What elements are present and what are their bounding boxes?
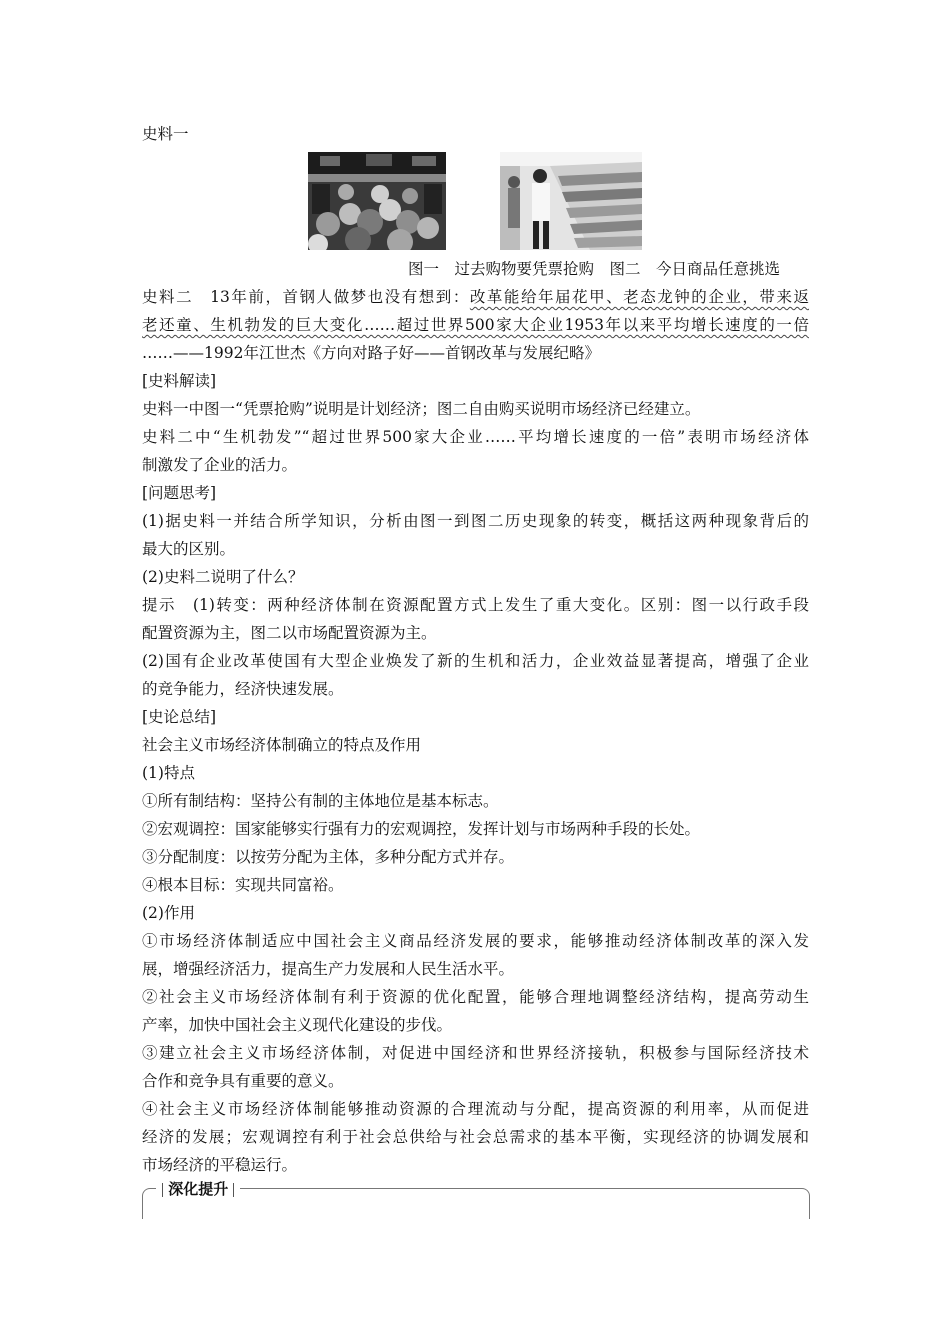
role-2-line-2: 产率，加快中国社会主义现代化建设的步伐。	[142, 1016, 453, 1034]
interpretation-heading: [史料解读]	[142, 372, 217, 390]
label-right-bar	[233, 1183, 234, 1197]
figure-caption: 图一 过去购物要凭票抢购 图二 今日商品任意挑选	[408, 260, 781, 278]
interpretation-2-line-1: 史料二中“生机勃发”“超过世界500家大企业……平均增长速度的一倍”表明市场经济体	[142, 428, 809, 446]
role-4-line-2: 经济的发展；宏观调控有利于社会总供给与社会总需求的基本平衡，实现经济的协调发展和	[142, 1128, 809, 1146]
source2-line-1: 史料二 13年前，首钢人做梦也没有想到：改革能给年届花甲、老态龙钟的企业，带来返	[142, 288, 809, 306]
summary-heading: [史论总结]	[142, 708, 217, 726]
role-4-line-3: 市场经济的平稳运行。	[142, 1156, 298, 1174]
feature-3: ③分配制度：以按劳分配为主体，多种分配方式并存。	[142, 848, 515, 866]
deepen-section-title: 深化提升	[168, 1180, 229, 1198]
features-heading: (1)特点	[142, 764, 195, 782]
interpretation-1: 史料一中图一“凭票抢购”说明是计划经济；图二自由购买说明市场经济已经建立。	[142, 400, 701, 418]
role-2-line-1: ②社会主义市场经济体制有利于资源的优化配置，能够合理地调整经济结构，提高劳动生	[142, 988, 809, 1006]
question-2: (2)史料二说明了什么？	[142, 568, 304, 586]
deepen-section-label	[156, 1180, 240, 1198]
hint-1-line-2: 配置资源为主，图二以市场配置资源为主。	[142, 624, 437, 642]
feature-1: ①所有制结构：坚持公有制的主体地位是基本标志。	[142, 792, 499, 810]
role-1-line-1: ①市场经济体制适应中国社会主义商品经济发展的要求，能够推动经济体制改革的深入发	[142, 932, 809, 950]
source2-line-2: 老还童、生机勃发的巨大变化……超过世界500家大企业1953年以来平均增长速度的一倍	[142, 316, 809, 334]
role-3-line-2: 合作和竞争具有重要的意义。	[142, 1072, 344, 1090]
feature-2: ②宏观调控：国家能够实行强有力的宏观调控，发挥计划与市场两种手段的长处。	[142, 820, 701, 838]
question-1-line-2: 最大的区别。	[142, 540, 236, 558]
role-3-line-1: ③建立社会主义市场经济体制，对促进中国经济和世界经济接轨，积极参与国际经济技术	[142, 1044, 809, 1062]
hint-2-line-1: (2)国有企业改革使国有大型企业焕发了新的生机和活力，企业效益显著提高，增强了企业	[142, 652, 809, 670]
hint-2-line-2: 的竞争能力，经济快速发展。	[142, 680, 344, 698]
question-1-line-1: (1)据史料一并结合所学知识，分析由图一到图二历史现象的转变，概括这两种现象背后的	[142, 512, 809, 530]
role-4-line-1: ④社会主义市场经济体制能够推动资源的合理流动与分配，提高资源的利用率，从而促进	[142, 1100, 809, 1118]
deepen-section-frame	[142, 1188, 810, 1219]
photo-supermarket-shopping	[500, 152, 642, 250]
summary-title: 社会主义市场经济体制确立的特点及作用	[142, 736, 422, 754]
question-heading: [问题思考]	[142, 484, 217, 502]
hint-1-line-1: 提示 (1)转变：两种经济体制在资源配置方式上发生了重大变化。区别：图一以行政手段	[142, 596, 809, 614]
photo-crowd-ration-buying	[308, 152, 446, 250]
source2-line-3: ……——1992年江世杰《方向对路子好——首钢改革与发展纪略》	[142, 344, 600, 362]
roles-heading: (2)作用	[142, 904, 195, 922]
label-left-bar	[162, 1183, 163, 1197]
interpretation-2-line-2: 制激发了企业的活力。	[142, 456, 298, 474]
role-1-line-2: 展，增强经济活力，提高生产力发展和人民生活水平。	[142, 960, 515, 978]
feature-4: ④根本目标：实现共同富裕。	[142, 876, 344, 894]
material-one-heading: 史料一	[142, 125, 189, 143]
